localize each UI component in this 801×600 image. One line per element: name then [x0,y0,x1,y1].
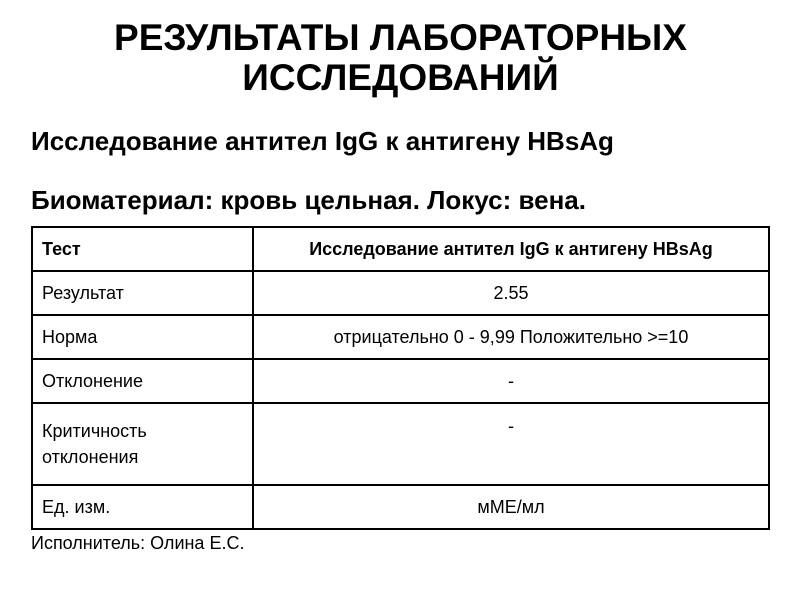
row-value: 2.55 [253,271,769,315]
biomaterial-info: Биоматериал: кровь цельная. Локус: вена. [31,185,586,215]
report-title-line-2: ИССЛЕДОВАНИЙ [242,57,559,98]
row-label: Критичность отклонения [32,403,253,485]
report-title-line-1: РЕЗУЛЬТАТЫ ЛАБОРАТОРНЫХ [114,17,687,58]
table-row-norm [32,315,769,359]
row-value: - [253,403,769,485]
report-title [0,18,801,98]
table-row-units [32,485,769,529]
table-row-result [32,271,769,315]
row-label: Норма [32,315,253,359]
header-test-name: Исследование антител IgG к антигену HBsAg [253,227,769,271]
executor-signature: Исполнитель: Олина Е.С. [31,533,245,553]
row-label: Ед. изм. [32,485,253,529]
row-value: мМЕ/мл [253,485,769,529]
table-row-deviation-criticality [32,403,769,485]
row-label: Отклонение [32,359,253,403]
row-value: - [253,359,769,403]
row-label: Результат [32,271,253,315]
results-table [31,226,770,530]
study-name: Исследование антител IgG к антигену HBsAg [31,126,614,156]
header-test: Тест [32,227,253,271]
row-value: отрицательно 0 - 9,99 Положительно >=10 [253,315,769,359]
table-header-row [32,227,769,271]
table-row-deviation [32,359,769,403]
